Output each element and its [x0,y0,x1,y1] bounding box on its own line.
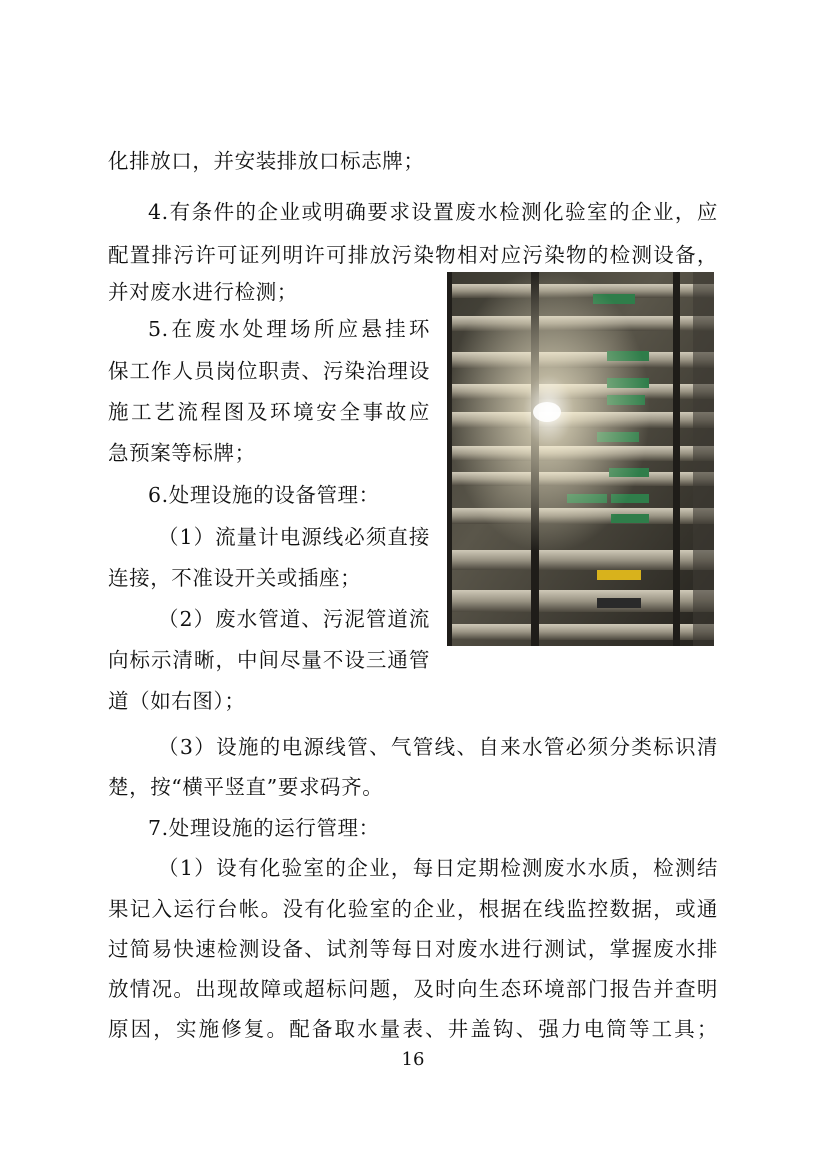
text-line: 果记入运行台帐。没有化验室的企业，根据在线监控数据，或通 [108,897,718,921]
text-line: 7.处理设施的运行管理： [148,816,380,840]
text-line: 施工艺流程图及环境安全事故应 [108,400,430,424]
text-line: 放情况。出现故障或超标问题，及时向生态环境部门报告并查明 [108,977,718,1001]
text-line: 连接，不准设开关或插座； [108,566,362,590]
text-line: 并对废水进行检测； [108,280,298,304]
text-line: （3）设施的电源线管、气管线、自来水管必须分类标识清 [158,735,718,759]
text-line: 化排放口，并安装排放口标志牌； [108,149,425,173]
text-line: （1）设有化验室的企业，每日定期检测废水水质，检测结 [158,856,718,880]
text-line: 配置排污许可证列明许可排放污染物相对应污染物的检测设备， [108,243,718,267]
page-number: 16 [401,1049,425,1070]
text-line: 道（如右图）； [108,689,246,713]
text-line: 4.有条件的企业或明确要求设置废水检测化验室的企业，应 [148,200,718,224]
text-line: 过简易快速检测设备、试剂等每日对废水进行测试，掌握废水排 [108,937,718,961]
text-line: 5.在废水处理场所应悬挂环 [148,317,430,341]
pipe-rack-photo [447,272,714,646]
text-line: 保工作人员岗位职责、污染治理设 [108,359,430,383]
text-line: 向标示清晰，中间尽量不设三通管 [108,648,430,672]
text-line: （2）废水管道、污泥管道流 [158,607,430,631]
text-line: （1）流量计电源线必须直接 [158,525,430,549]
text-line: 急预案等标牌； [108,441,256,465]
text-line: 6.处理设施的设备管理： [148,483,380,507]
text-line: 楚，按“横平竖直”要求码齐。 [108,775,384,799]
text-line: 原因，实施修复。配备取水量表、井盖钩、强力电筒等工具； [108,1017,718,1041]
